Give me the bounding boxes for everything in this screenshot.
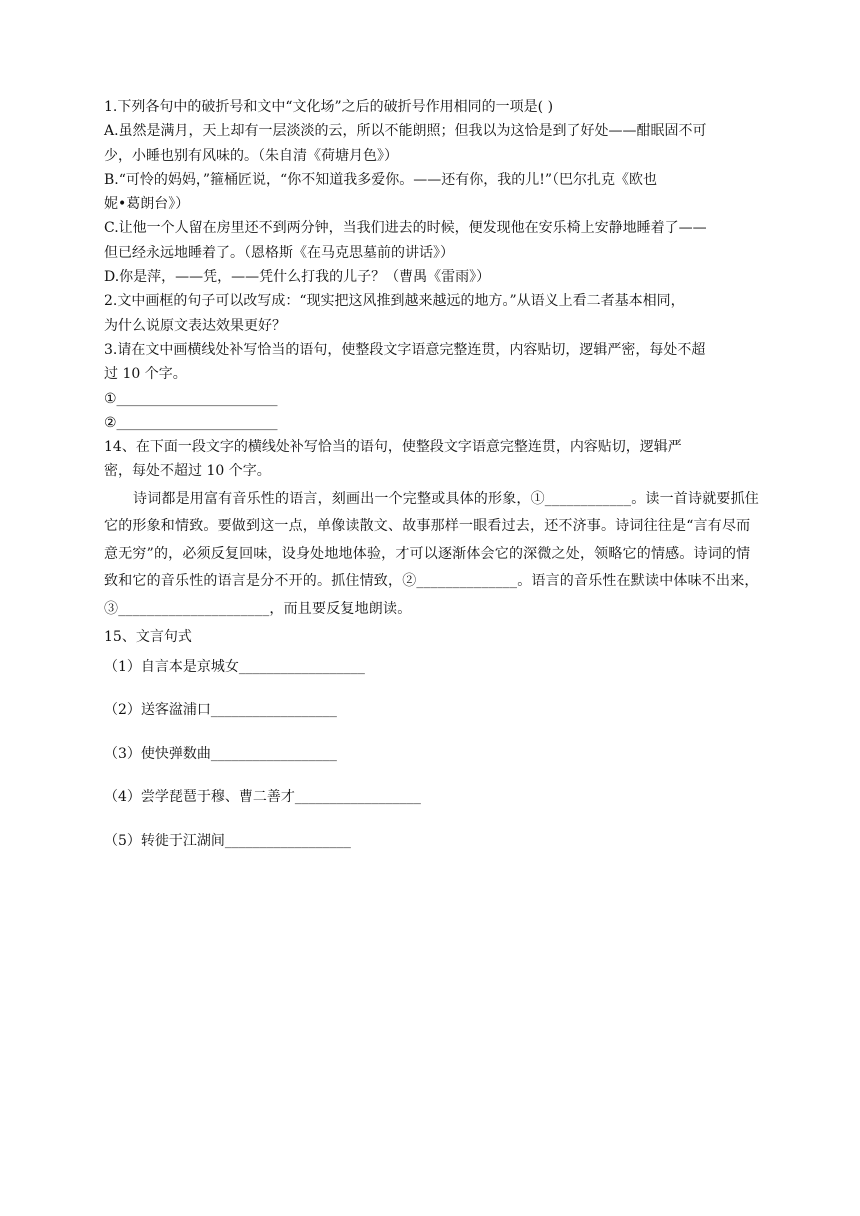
q3-line-2: 过 10 个字。 bbox=[104, 366, 187, 383]
q1-option-b-line-1: B.“可怜的妈妈，”箍桶匠说，“你不知道我多爱你。——还有你，我的儿!”（巴尔扎克《欧也 bbox=[104, 171, 657, 188]
q1-option-a-line-2: 少，小睡也别有风味的。（朱自清《荷塘月色》） bbox=[104, 147, 398, 164]
q15-item-2: （2）送客湓浦口__________________ bbox=[104, 702, 337, 719]
q15-item-1: （1）自言本是京城女__________________ bbox=[104, 658, 365, 675]
q15-item-5: （5）转徙于江湖间__________________ bbox=[104, 832, 351, 849]
q1-stem: 1.下列各句中的破折号和文中“文化场”之后的破折号作用相同的一项是( ) bbox=[104, 99, 554, 115]
q15-title: 15、文言句式 bbox=[104, 629, 192, 646]
q1-option-d: D.你是萍，——凭，——凭什么打我的儿子？（曹禺《雷雨》） bbox=[104, 269, 491, 286]
q3-answer-blank-2: ②_______________________ bbox=[104, 414, 278, 431]
q3-answer-blank-1: ①_______________________ bbox=[104, 390, 278, 407]
q1-option-b-line-2: 妮•葛朗台》） bbox=[104, 196, 190, 213]
document-page bbox=[104, 95, 764, 872]
q1-option-c-line-2: 但已经永远地睡着了。（恩格斯《在马克思墓前的讲话》） bbox=[104, 244, 454, 261]
q3-line-1: 3.请在文中画横线处补写恰当的语句，使整段文字语意完整连贯，内容贴切，逻辑严密，每处不超 bbox=[104, 341, 706, 358]
q1-option-c-line-1: C.让他一个人留在房里还不到两分钟，当我们进去的时候，便发现他在安乐椅上安静地睡着了—— bbox=[104, 220, 707, 237]
q15-item-4: （4）尝学琵琶于穆、曹二善才__________________ bbox=[104, 789, 421, 806]
q2-line-1: 2.文中画框的句子可以改写成：“现实把这风推到越来越远的地方。”从语义上看二者基本相同， bbox=[104, 293, 685, 310]
q14-line-2: 密，每处不超过 10 个字。 bbox=[104, 463, 271, 480]
q14-passage: 诗词都是用富有音乐性的语言，刻画出一个完整或具体的形象，①____________。读一首诗就要抓住它的形象和情致。要做到这一点，单像读散文、故事那样一眼看过去，还不济事。诗词往往是“言有尽而意无穷”的，必须反复回味，设身处地地体验，才可以逐渐体会它的深微之处，领略它的情感。诗词的情致和它的音乐性的语言是分不开的。抓住情致，②______________。语言的音乐性在默读中体味不出来，③_____________________，而且要反复地朗读。 bbox=[104, 490, 759, 617]
q1-option-a-line-1: A.虽然是满月，天上却有一层淡淡的云，所以不能朗照；但我以为这恰是到了好处——酣眠固不可 bbox=[104, 123, 707, 140]
q15-item-3: （3）使快弹数曲__________________ bbox=[104, 745, 337, 762]
q2-line-2: 为什么说原文表达效果更好？ bbox=[104, 317, 286, 334]
q14-line-1: 14、在下面一段文字的横线处补写恰当的语句，使整段文字语意完整连贯，内容贴切，逻辑严 bbox=[104, 439, 682, 456]
